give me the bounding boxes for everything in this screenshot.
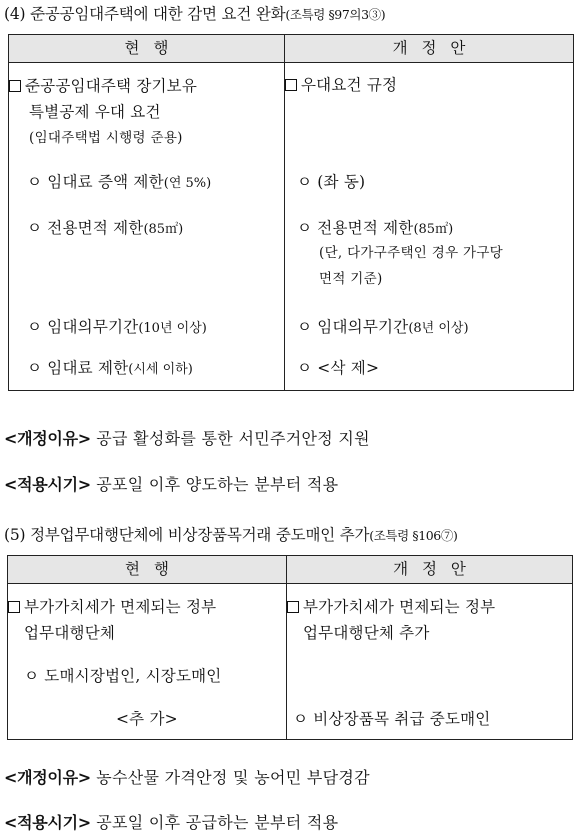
checkbox-square-icon: [9, 80, 21, 92]
section-5-reason: [4, 765, 370, 788]
revised-main-item: 우대요건 규정: [285, 73, 397, 95]
section-4-reason: [4, 426, 370, 449]
table-body-row: [8, 584, 573, 740]
timing-text: 공포일 이후 공급하는 분부터 적용: [96, 813, 339, 832]
revised-rules-cell: [285, 63, 574, 391]
current-main-item: 준공공임대주택 장기보유 특별공제 우대 요건: [9, 73, 197, 125]
section-5-timing: [4, 810, 338, 833]
section-4-timing: [4, 472, 338, 495]
current-rules-cell: [8, 584, 287, 740]
current-main-item-note: (임대주택법 시행령 준용): [29, 130, 183, 146]
checkbox-square-icon: [285, 79, 297, 91]
reason-label: <개정이유>: [4, 768, 91, 787]
timing-label: <적용시기>: [4, 475, 91, 494]
current-main-item: 부가가치세가 면제되는 정부 업무대행단체: [8, 594, 216, 646]
section-5-title: (5) 정부업무대행단체에 비상장품목거래 중도매인 추가: [4, 526, 370, 544]
timing-text: 공포일 이후 양도하는 분부터 적용: [96, 475, 339, 494]
column-header-revised: 개정안: [287, 556, 573, 584]
timing-label: <적용시기>: [4, 813, 91, 832]
revised-bullet-deleted: ㅇ <삭 제>: [297, 359, 380, 377]
current-bullet-rent-limit: ㅇ 임대료 제한(시세 이하): [27, 359, 193, 377]
revised-main-item: 부가가치세가 면제되는 정부 업무대행단체 추가: [287, 594, 495, 646]
section-5-heading: [4, 523, 457, 545]
reason-label: <개정이유>: [4, 429, 91, 448]
revised-bullet-area-limit: ㅇ 전용면적 제한(85㎡): [297, 219, 454, 237]
section-4-title: (4) 준공공임대주택에 대한 감면 요건 완화: [4, 5, 286, 23]
revised-bullet-same: ㅇ (좌 동): [297, 173, 366, 191]
reason-text: 농수산물 가격안정 및 농어민 부담경감: [96, 768, 370, 787]
checkbox-square-icon: [8, 601, 20, 613]
column-header-current: 현행: [9, 35, 285, 63]
column-header-current: 현행: [8, 556, 287, 584]
revised-rules-cell: [287, 584, 573, 740]
revised-bullet-intermediary: ㅇ 비상장품목 취급 중도매인: [293, 710, 491, 728]
current-rules-cell: [9, 63, 285, 391]
reason-text: 공급 활성화를 통한 서민주거안정 지원: [96, 429, 370, 448]
current-bullet-area-limit: ㅇ 전용면적 제한(85㎡): [27, 219, 184, 237]
current-bullet-rent-increase: ㅇ 임대료 증액 제한(연 5%): [27, 173, 212, 191]
revised-bullet-lease-period: ㅇ 임대의무기간(8년 이상): [297, 318, 469, 336]
revised-area-note: (단, 다가구주택인 경우 가구당 면적 기준): [319, 245, 504, 287]
table-header-row: [9, 35, 574, 63]
current-bullet-lease-period: ㅇ 임대의무기간(10년 이상): [27, 318, 207, 336]
current-addition-marker: <추 가>: [116, 710, 178, 728]
checkbox-square-icon: [287, 601, 299, 613]
section-4-reference: (조특령 §97의3③): [285, 7, 386, 22]
section-4-comparison-table: [8, 34, 574, 391]
section-5-comparison-table: [7, 555, 573, 740]
section-4-heading: [4, 2, 385, 24]
table-header-row: [8, 556, 573, 584]
current-bullet-wholesale: ㅇ 도매시장법인, 시장도매인: [24, 667, 222, 685]
section-5-reference: (조특령 §106⑦): [369, 528, 458, 543]
column-header-revised: 개정안: [285, 35, 574, 63]
table-body-row: [9, 63, 574, 391]
